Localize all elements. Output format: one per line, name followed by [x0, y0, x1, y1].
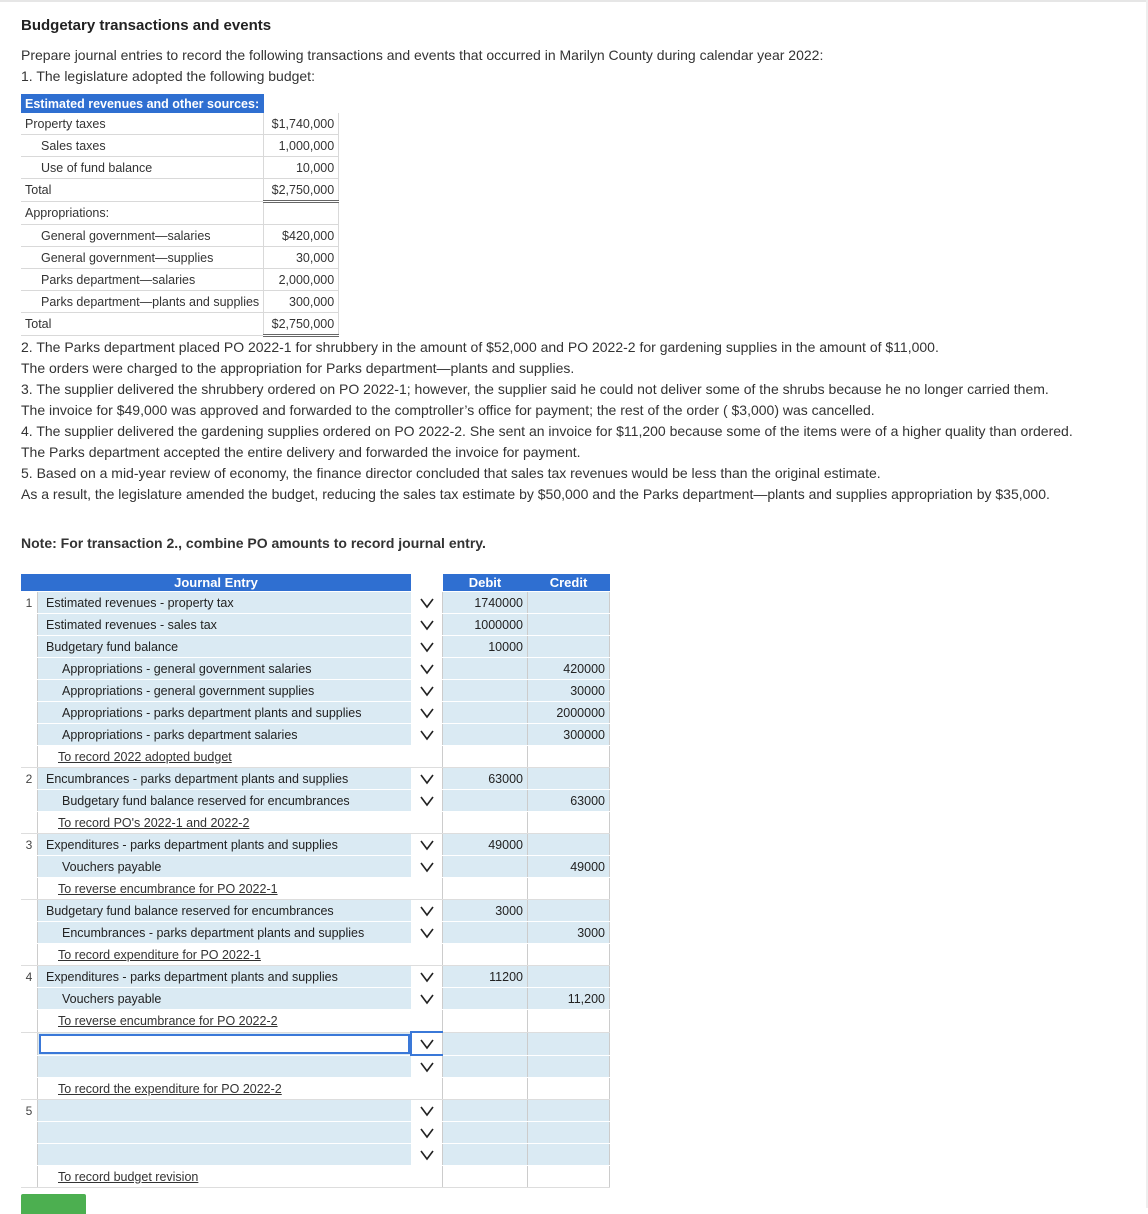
- journal-row: [21, 812, 610, 834]
- journal-row: [21, 1032, 610, 1055]
- account-cell[interactable]: [38, 702, 412, 724]
- account-dropdown-button[interactable]: [411, 724, 443, 746]
- entry-number: [21, 988, 38, 1010]
- account-dropdown-button[interactable]: [411, 636, 443, 658]
- transaction-paragraph: The Parks department accepted the entire delivery and forwarded the invoice for payment.: [21, 444, 581, 460]
- entry-number: [21, 680, 38, 702]
- account-name[interactable]: Estimated revenues - property tax: [46, 595, 234, 610]
- account-dropdown-button[interactable]: [411, 1100, 443, 1122]
- debit-input[interactable]: [443, 878, 528, 900]
- budget-row-label: General government—supplies: [21, 247, 264, 269]
- account-dropdown-button: [411, 1078, 443, 1100]
- budget-header: Estimated revenues and other sources:: [21, 94, 264, 113]
- account-dropdown-button[interactable]: [411, 790, 443, 812]
- debit-input[interactable]: [443, 790, 528, 812]
- chevron-down-icon: [419, 971, 435, 983]
- entry-number: [21, 878, 38, 900]
- account-name[interactable]: Budgetary fund balance: [46, 639, 179, 654]
- account-cell[interactable]: [38, 658, 412, 680]
- budget-row: [21, 113, 339, 135]
- credit-input[interactable]: 63000: [528, 790, 610, 812]
- debit-input[interactable]: 63000: [443, 768, 528, 790]
- account-cell[interactable]: [38, 592, 412, 614]
- credit-input[interactable]: 3000: [528, 922, 610, 944]
- debit-input[interactable]: [443, 1032, 528, 1055]
- account-dropdown-button: [411, 944, 443, 966]
- account-dropdown-button: [411, 746, 443, 768]
- account-cell[interactable]: [38, 768, 412, 790]
- account-dropdown-button[interactable]: [411, 900, 443, 922]
- journal-row: [21, 768, 610, 790]
- debit-input[interactable]: [443, 856, 528, 878]
- account-cell[interactable]: [38, 1055, 412, 1078]
- debit-input[interactable]: 10000: [443, 636, 528, 658]
- budget-row: [21, 291, 339, 313]
- chevron-down-icon: [419, 619, 435, 631]
- page-title: Budgetary transactions and events: [21, 17, 272, 34]
- journal-row: [21, 1055, 610, 1078]
- budget-row-label: General government—salaries: [21, 225, 264, 247]
- transaction-paragraph: 5. Based on a mid-year review of economy, the finance director concluded that sales tax revenues would be less than the original estimate.: [21, 465, 881, 481]
- account-dropdown-button[interactable]: [411, 658, 443, 680]
- chevron-down-icon: [419, 663, 435, 675]
- journal-row: [21, 878, 610, 900]
- account-name[interactable]: Expenditures - parks department plants and supplies: [46, 837, 338, 852]
- credit-input[interactable]: 300000: [528, 724, 610, 746]
- account-cell[interactable]: [38, 790, 412, 812]
- account-dropdown-button[interactable]: [411, 988, 443, 1010]
- entry-number: [21, 1122, 38, 1144]
- credit-input[interactable]: [528, 966, 610, 988]
- account-dropdown-button[interactable]: [411, 1144, 443, 1166]
- debit-input[interactable]: [443, 1166, 528, 1188]
- account-cell[interactable]: [38, 1010, 412, 1033]
- journal-row: [21, 614, 610, 636]
- debit-input[interactable]: [443, 746, 528, 768]
- budget-row: [21, 247, 339, 269]
- account-cell[interactable]: [38, 966, 412, 988]
- chevron-down-icon: [419, 685, 435, 697]
- budget-table: [21, 94, 339, 337]
- chevron-down-icon: [419, 861, 435, 873]
- entry-number: [21, 658, 38, 680]
- credit-input[interactable]: 420000: [528, 658, 610, 680]
- account-cell[interactable]: [38, 1144, 412, 1166]
- account-name[interactable]: Vouchers payable: [62, 991, 162, 1006]
- chevron-down-icon: [419, 641, 435, 653]
- budget-row: [21, 157, 339, 179]
- credit-input[interactable]: [528, 636, 610, 658]
- entry-number: 5: [21, 1100, 38, 1122]
- debit-input[interactable]: [443, 1078, 528, 1100]
- journal-row: [21, 702, 610, 724]
- account-dropdown-button[interactable]: [411, 680, 443, 702]
- account-cell[interactable]: [38, 1078, 412, 1100]
- account-cell[interactable]: [38, 636, 412, 658]
- account-cell[interactable]: [38, 812, 412, 834]
- credit-input[interactable]: [528, 878, 610, 900]
- budget-row-amount: $420,000: [264, 225, 339, 247]
- account-dropdown-button[interactable]: [411, 1122, 443, 1144]
- entry-number: [21, 614, 38, 636]
- debit-input[interactable]: [443, 680, 528, 702]
- transaction-paragraph: The orders were charged to the appropriation for Parks department—plants and supplies.: [21, 360, 575, 376]
- entry-memo: To reverse encumbrance for PO 2022-1: [58, 881, 278, 896]
- journal-entry-header: Journal Entry: [21, 574, 411, 592]
- transaction-paragraph: 3. The supplier delivered the shrubbery ordered on PO 2022-1; however, the supplier said he could not deliver some of the shrubs because he no longer carried them.: [21, 381, 1049, 397]
- journal-row: [21, 834, 610, 856]
- debit-input[interactable]: [443, 812, 528, 834]
- debit-input[interactable]: 11200: [443, 966, 528, 988]
- journal-row: [21, 944, 610, 966]
- debit-input[interactable]: [443, 1010, 528, 1033]
- account-name[interactable]: Encumbrances - parks department plants and supplies: [46, 771, 349, 786]
- budget-row-amount: 1,000,000: [264, 135, 339, 157]
- credit-input[interactable]: [528, 1144, 610, 1166]
- journal-row: [21, 724, 610, 746]
- budget-row-label: Total: [21, 313, 264, 336]
- entry-number: [21, 1166, 38, 1188]
- entry-memo: To record expenditure for PO 2022-1: [58, 947, 261, 962]
- account-name[interactable]: Vouchers payable: [62, 859, 162, 874]
- budget-row: [21, 202, 339, 225]
- account-dropdown-button: [411, 1010, 443, 1033]
- account-cell[interactable]: [38, 900, 412, 922]
- credit-input[interactable]: 49000: [528, 856, 610, 878]
- budget-header-row: [21, 94, 339, 113]
- debit-input[interactable]: 1000000: [443, 614, 528, 636]
- account-dropdown-button[interactable]: [411, 966, 443, 988]
- account-dropdown-button[interactable]: [411, 592, 443, 614]
- credit-input[interactable]: 2000000: [528, 702, 610, 724]
- budget-row-amount: [264, 202, 339, 225]
- journal-row: [21, 1144, 610, 1166]
- budget-row-amount: 10,000: [264, 157, 339, 179]
- journal-row: [21, 658, 610, 680]
- budget-row-label: Parks department—plants and supplies: [21, 291, 264, 313]
- account-cell[interactable]: [38, 878, 412, 900]
- chevron-down-icon: [419, 839, 435, 851]
- account-name[interactable]: Appropriations - general government salaries: [62, 661, 312, 676]
- budget-row: [21, 269, 339, 291]
- budget-row-amount: $2,750,000: [264, 179, 339, 202]
- debit-header: Debit: [443, 574, 528, 592]
- chevron-down-icon: [419, 993, 435, 1005]
- debit-input[interactable]: [443, 724, 528, 746]
- transaction-paragraph: 2. The Parks department placed PO 2022-1 for shrubbery in the amount of $52,000 and PO 2022-2 for gardening supplies in the amount of $11,000.: [21, 339, 939, 355]
- entry-number: [21, 812, 38, 834]
- entry-number: [21, 1078, 38, 1100]
- account-dropdown-button: [411, 878, 443, 900]
- journal-row: [21, 790, 610, 812]
- budget-row: [21, 313, 339, 336]
- credit-input[interactable]: [528, 834, 610, 856]
- item-1-text: 1. The legislature adopted the following budget:: [21, 68, 315, 84]
- entry-number: [21, 636, 38, 658]
- account-dropdown-button[interactable]: [411, 702, 443, 724]
- account-cell[interactable]: [38, 988, 412, 1010]
- entry-number: 2: [21, 768, 38, 790]
- account-name[interactable]: Budgetary fund balance reserved for encumbrances: [62, 793, 350, 808]
- account-dropdown-button: [411, 1166, 443, 1188]
- account-name[interactable]: Appropriations - parks department plants and supplies: [62, 705, 362, 720]
- debit-input[interactable]: [443, 658, 528, 680]
- account-cell[interactable]: [38, 944, 412, 966]
- account-cell[interactable]: [38, 1166, 412, 1188]
- credit-input[interactable]: [528, 1032, 610, 1055]
- journal-row: [21, 636, 610, 658]
- account-cell[interactable]: [38, 614, 412, 636]
- credit-input[interactable]: [528, 900, 610, 922]
- account-cell[interactable]: [38, 856, 412, 878]
- chevron-down-icon: [419, 905, 435, 917]
- credit-input[interactable]: 30000: [528, 680, 610, 702]
- account-cell[interactable]: [38, 1100, 412, 1122]
- journal-row: [21, 1166, 610, 1188]
- account-name[interactable]: Expenditures - parks department plants and supplies: [46, 969, 338, 984]
- entry-memo: To record 2022 adopted budget: [58, 749, 232, 764]
- account-cell[interactable]: [38, 680, 412, 702]
- account-name[interactable]: Budgetary fund balance reserved for encumbrances: [46, 903, 334, 918]
- account-dropdown-button[interactable]: [411, 922, 443, 944]
- journal-row: [21, 988, 610, 1010]
- transaction-paragraph: The invoice for $49,000 was approved and forwarded to the comptroller’s office for payment; the rest of the order ( $3,000) was cancelled.: [21, 402, 875, 418]
- chevron-down-icon: [419, 795, 435, 807]
- entry-number: [21, 856, 38, 878]
- budget-row: [21, 179, 339, 202]
- entry-number: [21, 944, 38, 966]
- account-dropdown-button[interactable]: [411, 1055, 443, 1078]
- account-name[interactable]: Appropriations - general government supplies: [62, 683, 315, 698]
- entry-number: [21, 900, 38, 922]
- budget-row-amount: 300,000: [264, 291, 339, 313]
- credit-input[interactable]: [528, 812, 610, 834]
- debit-input[interactable]: 49000: [443, 834, 528, 856]
- entry-number: 3: [21, 834, 38, 856]
- entry-number: [21, 746, 38, 768]
- account-name[interactable]: Appropriations - parks department salaries: [62, 727, 298, 742]
- credit-input[interactable]: [528, 1166, 610, 1188]
- credit-input[interactable]: [528, 592, 610, 614]
- chevron-down-icon: [419, 707, 435, 719]
- intro-text: Prepare journal entries to record the following transactions and events that occurred in Marilyn County during calendar year 2022:: [21, 47, 824, 63]
- account-dropdown-button[interactable]: [411, 856, 443, 878]
- account-cell[interactable]: [38, 834, 412, 856]
- budget-row: [21, 225, 339, 247]
- debit-input[interactable]: [443, 944, 528, 966]
- entry-memo: To reverse encumbrance for PO 2022-2: [58, 1013, 278, 1028]
- debit-input[interactable]: [443, 1144, 528, 1166]
- debit-input[interactable]: [443, 922, 528, 944]
- chevron-down-icon: [419, 729, 435, 741]
- budget-row: [21, 135, 339, 157]
- account-select-input[interactable]: [39, 1034, 410, 1054]
- account-dropdown-button: [411, 812, 443, 834]
- account-dropdown-button[interactable]: [411, 768, 443, 790]
- chevron-down-icon: [419, 1061, 435, 1073]
- debit-input[interactable]: [443, 1055, 528, 1078]
- credit-input[interactable]: 11,200: [528, 988, 610, 1010]
- chevron-down-icon: [419, 597, 435, 609]
- account-name[interactable]: Encumbrances - parks department plants and supplies: [62, 925, 365, 940]
- entry-number: [21, 1032, 38, 1055]
- journal-row: [21, 1010, 610, 1033]
- entry-number: 4: [21, 966, 38, 988]
- journal-row: [21, 1122, 610, 1144]
- budget-row-amount: 30,000: [264, 247, 339, 269]
- journal-row: [21, 592, 610, 614]
- budget-row-label: Use of fund balance: [21, 157, 264, 179]
- entry-number: [21, 790, 38, 812]
- entry-number: [21, 702, 38, 724]
- credit-input[interactable]: [528, 768, 610, 790]
- account-dropdown-button[interactable]: [411, 1032, 443, 1055]
- account-cell[interactable]: [38, 746, 412, 768]
- journal-row: [21, 1100, 610, 1122]
- entry-number: 1: [21, 592, 38, 614]
- journal-row: [21, 900, 610, 922]
- credit-input[interactable]: [528, 1122, 610, 1144]
- account-cell[interactable]: [38, 1032, 412, 1055]
- journal-row: [21, 922, 610, 944]
- journal-row: [21, 856, 610, 878]
- budget-row-label: Sales taxes: [21, 135, 264, 157]
- chevron-down-icon: [419, 773, 435, 785]
- entry-number: [21, 1144, 38, 1166]
- account-dropdown-button[interactable]: [411, 834, 443, 856]
- debit-input[interactable]: [443, 988, 528, 1010]
- journal-row: [21, 1078, 610, 1100]
- account-name[interactable]: Estimated revenues - sales tax: [46, 617, 217, 632]
- debit-input[interactable]: [443, 1122, 528, 1144]
- account-cell[interactable]: [38, 724, 412, 746]
- debit-input[interactable]: 3000: [443, 900, 528, 922]
- credit-input[interactable]: [528, 944, 610, 966]
- entry-number: [21, 724, 38, 746]
- budget-row-label: Property taxes: [21, 113, 264, 135]
- account-cell[interactable]: [38, 922, 412, 944]
- budget-row-amount: $2,750,000: [264, 313, 339, 336]
- budget-row-amount: 2,000,000: [264, 269, 339, 291]
- chevron-down-icon: [419, 927, 435, 939]
- transaction-paragraph: As a result, the legislature amended the budget, reducing the sales tax estimate by $50,000 and the Parks department—plants and supplies appropriation by $35,000.: [21, 486, 1050, 502]
- top-border: [0, 0, 1148, 2]
- chevron-down-icon: [419, 1149, 435, 1161]
- account-dropdown-button[interactable]: [411, 614, 443, 636]
- entry-number: [21, 922, 38, 944]
- journal-row: [21, 966, 610, 988]
- entry-number: [21, 1010, 38, 1033]
- entry-memo: To record budget revision: [58, 1169, 199, 1184]
- journal-row: [21, 746, 610, 768]
- credit-input[interactable]: [528, 1078, 610, 1100]
- transaction-paragraph: 4. The supplier delivered the gardening supplies ordered on PO 2022-2. She sent an invoice for $11,200 because some of the items were of a higher quality than ordered.: [21, 423, 1073, 439]
- credit-input[interactable]: [528, 1100, 610, 1122]
- budget-row-label: Total: [21, 179, 264, 202]
- chevron-down-icon: [419, 1127, 435, 1139]
- journal-entry-table: [21, 574, 610, 1188]
- budget-row-amount: $1,740,000: [264, 113, 339, 135]
- entry-memo: To record PO's 2022-1 and 2022-2: [58, 815, 250, 830]
- debit-input[interactable]: 1740000: [443, 592, 528, 614]
- budget-row-label: Parks department—salaries: [21, 269, 264, 291]
- check-button[interactable]: [21, 1194, 86, 1214]
- credit-header: Credit: [528, 574, 610, 592]
- entry-memo: To record the expenditure for PO 2022-2: [58, 1081, 282, 1096]
- credit-input[interactable]: [528, 1010, 610, 1033]
- credit-input[interactable]: [528, 746, 610, 768]
- chevron-down-icon: [419, 1105, 435, 1117]
- note-text: Note: For transaction 2., combine PO amounts to record journal entry.: [21, 535, 486, 551]
- credit-input[interactable]: [528, 1055, 610, 1078]
- entry-number: [21, 1055, 38, 1078]
- journal-row: [21, 680, 610, 702]
- account-cell[interactable]: [38, 1122, 412, 1144]
- debit-input[interactable]: [443, 1100, 528, 1122]
- chevron-down-icon: [419, 1038, 435, 1050]
- credit-input[interactable]: [528, 614, 610, 636]
- debit-input[interactable]: [443, 702, 528, 724]
- budget-row-label: Appropriations:: [21, 202, 264, 225]
